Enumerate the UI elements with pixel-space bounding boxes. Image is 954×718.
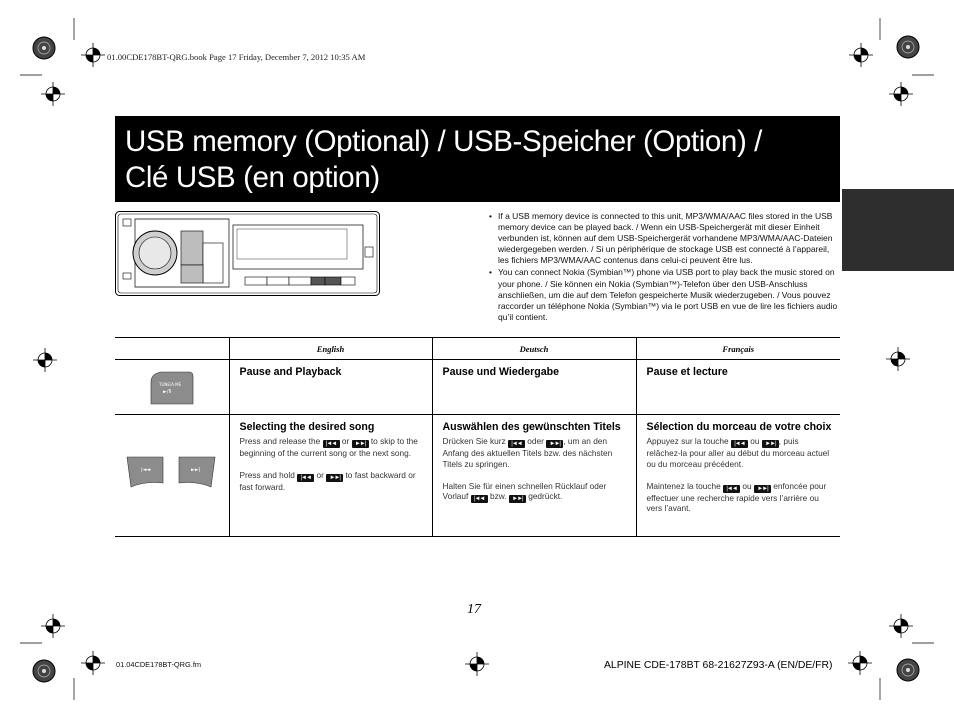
skip-buttons-image	[115, 415, 229, 537]
prev-track-icon: |◄◄	[508, 440, 525, 448]
desc-text: Appuyez sur la touche	[646, 436, 729, 446]
prev-track-icon: |◄◄	[723, 485, 740, 493]
table-row	[115, 415, 840, 537]
play-pause-button-icon	[115, 360, 229, 409]
function-desc-en	[240, 436, 424, 493]
desc-text: oder	[527, 436, 544, 446]
note-text: If a USB memory device is connected to this unit, MP3/WMA/AAC files stored in the USB memory device can be played back. / Wenn ein USB-Speichergerät mit dieser Einheit verbunden ist, können auf dem USB-Speichergerät vorhandene MP3/WMA/AAC-Dateien wiedergegeben werden. / Si un périphérique de stockage USB est connecté à l’appareil, les fichiers MP3/WMA/AAC contenus dans celui-ci peuvent être lus.	[498, 211, 833, 266]
table-header-english: English	[229, 338, 432, 360]
desc-text: , um an den Anfang des aktuellen Titels bzw. des nächsten Titels zu springen.	[442, 436, 613, 469]
next-track-icon: ►►|	[546, 440, 563, 448]
button-symbol: ►/II	[163, 389, 172, 395]
desc-text: Press and release the	[239, 436, 321, 446]
desc-text: Halten Sie für einen schnellen Rücklauf oder Vorlauf	[442, 480, 607, 502]
footer-model-code: ALPINE CDE-178BT 68-21627Z93-A (EN/DE/FR)	[604, 660, 833, 671]
table-header-deutsch: Deutsch	[432, 338, 636, 360]
function-table	[115, 337, 840, 537]
desc-text: ou	[742, 480, 752, 491]
function-title-en: Selecting the desired song	[239, 421, 375, 433]
play-pause-button-image	[115, 360, 229, 415]
function-title-en: Pause and Playback	[239, 366, 342, 378]
button-caption: TUNE/A.ME	[159, 382, 182, 387]
function-title-fr: Sélection du morceau de votre choix	[646, 421, 832, 433]
desc-text: or	[341, 436, 350, 446]
next-track-icon: ►►|	[754, 485, 771, 493]
prev-track-icon: |◄◄	[323, 440, 340, 448]
note-item	[489, 267, 839, 322]
desc-text: Maintenez la touche	[646, 480, 721, 491]
skip-buttons-icon	[115, 415, 229, 531]
desc-text: ou	[750, 436, 760, 446]
note-item	[489, 211, 839, 266]
function-title-de: Auswählen des gewünschten Titels	[442, 421, 621, 433]
next-track-icon: ►►|	[191, 467, 201, 473]
table-header-francais: Français	[636, 338, 840, 360]
function-desc-de	[443, 436, 628, 503]
desc-text: Drücken Sie kurz	[442, 436, 506, 446]
desc-text: , puis relâchez-la pour aller au début du morceau actuel ou du morceau précédent.	[646, 436, 830, 469]
prev-track-icon: |◄◄	[731, 440, 748, 448]
book-info-line: 01.00CDE178BT-QRG.book Page 17 Friday, December 7, 2012 10:35 AM	[107, 52, 366, 62]
table-row	[115, 360, 840, 415]
next-track-icon: ►►|	[762, 440, 779, 448]
side-thumb-tab	[842, 189, 954, 271]
page-title	[125, 124, 831, 196]
page-title-line1: USB memory (Optional) / USB-Speicher (Option) /	[125, 125, 762, 158]
page-title-line2: Clé USB (en option)	[125, 161, 380, 194]
desc-text: gedrückt.	[528, 491, 563, 502]
note-bullet: •	[489, 267, 492, 278]
usb-notes	[489, 211, 839, 324]
function-title-de: Pause und Wiedergabe	[442, 366, 559, 378]
page-number: 17	[467, 602, 481, 617]
table-header-blank	[115, 338, 229, 360]
prev-track-icon: |◄◄	[297, 474, 314, 482]
footer-filename: 01.04CDE178BT-QRG.fm	[116, 660, 202, 669]
function-title-fr: Pause et lecture	[646, 366, 728, 378]
section-title-bar	[115, 116, 840, 202]
prev-track-icon: |◄◄	[141, 467, 151, 473]
desc-text: to skip to the beginning of the current song or the next song.	[239, 436, 418, 458]
next-track-icon: ►►|	[509, 495, 526, 503]
note-bullet: •	[489, 211, 492, 221]
desc-text: to fast backward or fast forward.	[239, 469, 416, 492]
next-track-icon: ►►|	[352, 440, 369, 448]
head-unit-illustration	[115, 211, 383, 299]
function-desc-fr	[647, 436, 833, 514]
desc-text: or	[316, 469, 324, 480]
desc-text: enfoncée pour effectuer une recherche rapide vers l’arrière ou vers l’avant.	[646, 480, 827, 514]
desc-text: bzw.	[489, 491, 507, 502]
note-text: You can connect Nokia (Symbian™) phone via USB port to play back the music stored on your phone. / Sie können ein Nokia (Symbian™)-Telefon über den USB-Anschluss anschließen, um die auf dem Telefon gespeicherte Musik wiederzugeben. / Vous pouvez raccorder un téléphone Nokia (Symbian™) via le port USB en vue de lire les fichiers audio qu’il contient.	[498, 267, 838, 322]
prev-track-icon: |◄◄	[471, 495, 488, 503]
desc-text: Press and hold	[239, 469, 295, 480]
next-track-icon: ►►|	[326, 474, 343, 482]
